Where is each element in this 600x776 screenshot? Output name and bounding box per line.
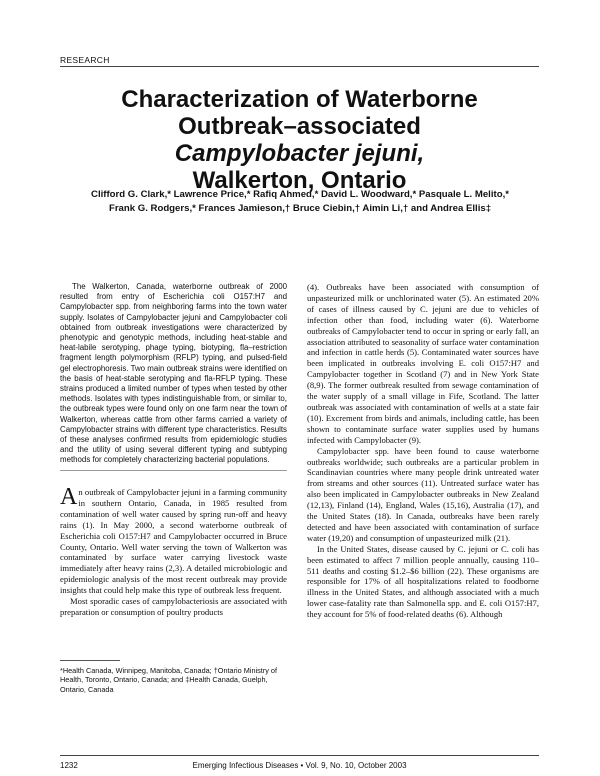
article-title	[60, 86, 539, 194]
body-paragraph: Campylobacter spp. have been found to cause waterborne outbreaks worldwide; such outbreaks are a particular problem in Scandinavian countries where many people drink untreated water from streams and other sources (11). Untreated surface water has also been implicated in Campylobacter outbreaks in New Zealand (12,13), Finland (14), England, Wales (15,16), Australia (17), and the United States (18). In Canada, outbreaks have been rarely detected and have been associated with contamination of surface water (19,20) and consumption of unpasteurized milk (21).	[307, 445, 539, 543]
footer-rule	[60, 755, 539, 756]
body-column-right	[307, 282, 539, 620]
body-column-left	[60, 484, 287, 618]
intro-text: n outbreak of Campylobacter jejuni in a farming community in southern Ontario, Canada, in 1985 resulted from contamination of well water caused by spring run-off and heavy rains (1). In May 2000, a second waterborne outbreak of Escherichia coli O157:H7 and Campylobacter occurred in Bruce County, Ontario. Well water serving the town of Walkerton was contaminated by surface water carrying livestock waste immediately after heavy rains (2,3). A detailed microbiologic and epidemiologic analysis of the most recent outbreak may provide insights that could help make this type of outbreak less frequent.	[60, 487, 287, 596]
author-line-1: Clifford G. Clark,* Lawrence Price,* Rafiq Ahmed,* David L. Woodward,* Pasquale L. Melito,*	[91, 189, 509, 200]
title-line-1: Characterization of Waterborne	[121, 86, 478, 113]
body-paragraph: (4). Outbreaks have been associated with consumption of unpasteurized milk or unchlorinated water (5). An estimated 20% of cases of illness caused by C. jejuni are due to vehicles of infection other than food, including water (6). Waterborne outbreaks of Campylobacter tend to occur in spring or early fall, an association attributed to seasonality of surface water contamination and infection in cattle herds (5). Contaminated water sources have been implicated in outbreaks involving E. coli O157:H7 and Campylobacter together in Scotland (7) and in New York State (8,9). The former outbreak resulted from sewage contamination of the water supply of a small village in Fife, Scotland. The latter outbreak was associated with contamination of wells at a state fair (10). Excrement from birds and animals, including cattle, has been shown to contaminate surface water supplies used by humans infected with Campylobacter (9).	[307, 282, 539, 445]
body-paragraph	[60, 484, 287, 596]
drop-cap: A	[60, 484, 78, 510]
body-paragraph: In the United States, disease caused by C. jejuni or C. coli has been estimated to affect 7 million people annually, causing 110–511 deaths and costing $1.2–$6 billion (22). These organisms are responsible for 17% of all hospitalizations related to foodborne illness in the United States, and although associated with a much lower case-fatality rate than Salmonella spp. and E. coli O157:H7, they account for 5% of food-related deaths (6). Although	[307, 543, 539, 620]
body-paragraph: Most sporadic cases of campylobacteriosis are associated with preparation or consumption of poultry products	[60, 596, 287, 617]
affiliation-footnote: *Health Canada, Winnipeg, Manitoba, Canada; †Ontario Ministry of Health, Toronto, Ontario, Canada; and ‡Health Canada, Guelph, Ontario, Canada	[60, 666, 277, 694]
section-label: RESEARCH	[60, 55, 110, 65]
title-line-2: Outbreak–associated	[178, 113, 421, 140]
abstract-text: The Walkerton, Canada, waterborne outbreak of 2000 resulted from entry of Escherichia coli O157:H7 and Campylobacter spp. from neighboring farms into the town water supply. Isolates of Campylobacter jejuni and Campylobacter coli obtained from outbreak investigations were characterized by phenotypic and genotypic methods, including heat-stable and heat-labile serotyping, phage typing, biotyping, fla–restriction fragment length polymorphism (RFLP) typing, and pulsed-field gel electrophoresis. Two main outbreak strains were identified on the basis of heat-stable serotyping and fla-RFLP typing. These strains produced a limited number of types when tested by other methods. Isolates with types indistinguishable from, or similar to, the outbreak types were found only on one farm near the town of Walkerton, whereas cattle from other farms carried a variety of Campylobacter strains with different type characteristics. Results of these analyses confirmed results from epidemiologic studies and the utility of using several different typing and subtyping methods for completely characterizing bacterial populations.	[60, 282, 287, 465]
abstract	[60, 282, 287, 466]
author-line-2: Frank G. Rodgers,* Frances Jamieson,† Bruce Ciebin,† Aimin Li,† and Andrea Ellis‡	[108, 203, 492, 214]
abstract-divider	[60, 470, 287, 471]
author-list	[75, 188, 525, 216]
page-number: 1232	[60, 761, 78, 770]
title-line-4: Walkerton, Ontario	[192, 167, 407, 194]
footnote-rule	[60, 660, 120, 661]
title-line-3: Campylobacter jejuni,	[174, 140, 425, 167]
header-rule	[60, 66, 539, 67]
journal-citation: Emerging Infectious Diseases • Vol. 9, No. 10, October 2003	[192, 761, 407, 770]
